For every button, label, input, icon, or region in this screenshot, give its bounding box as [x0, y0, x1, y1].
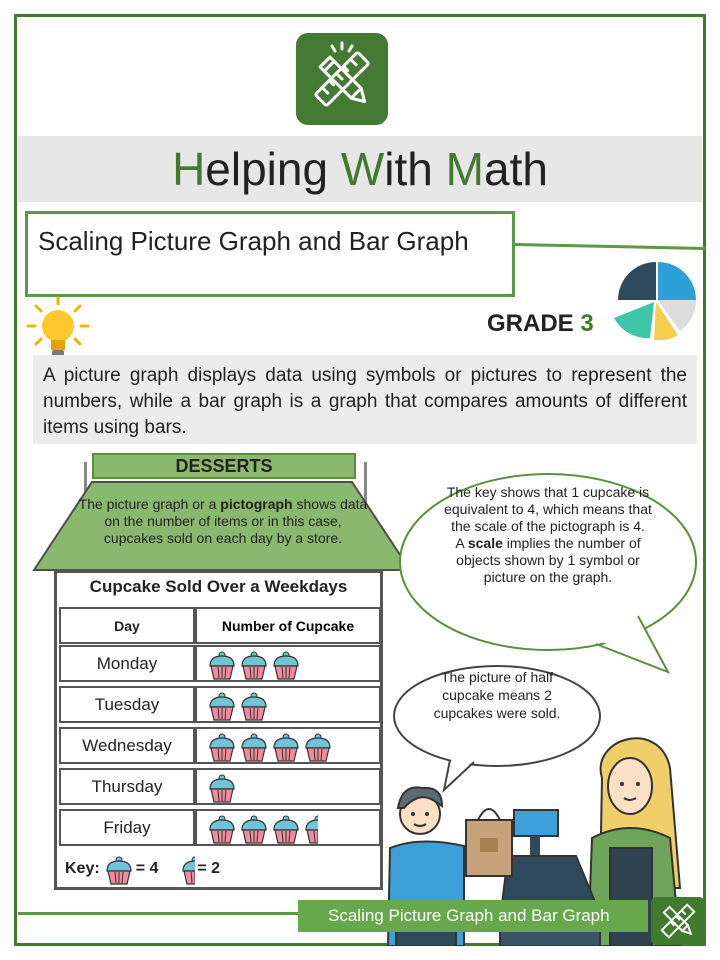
scale-text: A [455, 535, 468, 551]
description-text: shows data on the number of items or in this case, cupcakes sold on each day by a store. [103, 496, 368, 546]
footer-line [18, 912, 303, 915]
day-cell: Friday [59, 809, 195, 846]
cupcake-count-cell [195, 686, 381, 723]
worksheet-subtitle: Scaling Picture Graph and Bar Graph [25, 211, 515, 297]
cupcake-icon [207, 648, 237, 680]
grade-text: GRADE [487, 310, 574, 337]
brand-title-part: ath [483, 143, 548, 195]
cupcake-count-cell [195, 727, 381, 764]
day-cell: Tuesday [59, 686, 195, 723]
scale-explanation-line [440, 535, 656, 586]
day-cell: Wednesday [59, 727, 195, 764]
cupcake-count-cell [195, 768, 381, 805]
cupcake-icon [207, 689, 237, 721]
cupcake-icon [104, 853, 134, 885]
half-cupcake-note: The picture of half cupcake means 2 cupcakes were sold. [433, 669, 561, 721]
day-cell: Monday [59, 645, 195, 682]
table-row [59, 727, 381, 764]
scale-text: implies the number of objects shown by 1 symbol or picture on the graph. [456, 535, 641, 585]
cupcake-icon [207, 812, 237, 844]
brand-title-part: M [445, 143, 484, 195]
cupcake-count-cell [195, 809, 381, 846]
description-bold: pictograph [220, 496, 293, 512]
pencil-ruler-icon [296, 33, 388, 125]
grade-label [487, 310, 594, 338]
half-cupcake-icon [303, 812, 318, 844]
cupcake-icon [271, 648, 301, 680]
day-cell: Thursday [59, 768, 195, 805]
brand-title-part: ith [384, 143, 446, 195]
site-logo[interactable] [296, 33, 388, 125]
key-label: Key: [65, 860, 100, 877]
cupcake-icon [303, 730, 333, 762]
cupcake-icon [271, 730, 301, 762]
table-row [59, 809, 381, 846]
key-half-value: = 2 [197, 860, 221, 877]
column-header-count: Number of Cupcake [195, 607, 381, 644]
brand-title-part: W [340, 143, 385, 195]
cupcake-icon [239, 648, 269, 680]
brand-title-part: H [172, 143, 206, 195]
cupcake-count-cell [195, 645, 381, 682]
key-full-value: = 4 [135, 860, 159, 877]
scale-explanation-line: The key shows that 1 cupcake is equivalent to 4, which means that the scale of the pictograph is 4. [444, 484, 652, 534]
table-title: Cupcake Sold Over a Weekdays [89, 577, 348, 596]
bag-illustration [466, 809, 512, 876]
intro-paragraph: A picture graph displays data using symbols or pictures to represent the numbers, while a bar graph is a graph that compares amounts of different items using bars. [33, 355, 697, 444]
cupcake-icon [239, 730, 269, 762]
desserts-heading: DESSERTS [92, 453, 356, 479]
brand-title [18, 144, 702, 194]
half-cupcake-icon [180, 853, 195, 885]
scale-explanation [440, 484, 656, 586]
table-row [59, 768, 381, 805]
lightbulb-icon [24, 296, 92, 360]
table-row [59, 645, 381, 682]
cupcake-icon [271, 812, 301, 844]
cupcake-icon [239, 812, 269, 844]
footer-label: Scaling Picture Graph and Bar Graph [298, 900, 648, 932]
table-row [59, 686, 381, 723]
scale-bold: scale [467, 535, 503, 551]
table-header-row [59, 607, 381, 644]
cupcake-icon [207, 730, 237, 762]
column-header-day: Day [59, 607, 195, 644]
grade-number: 3 [580, 310, 594, 337]
pictograph-table [54, 570, 383, 890]
brand-title-part: elping [205, 143, 341, 195]
pictograph-description [78, 496, 368, 547]
pictograph-key [59, 851, 381, 887]
cupcake-icon [207, 771, 237, 803]
footer-logo[interactable] [651, 897, 705, 945]
pie-chart-icon [610, 260, 700, 340]
cupcake-icon [239, 689, 269, 721]
title-band [18, 136, 702, 202]
description-text: The picture graph or a [78, 496, 221, 512]
pencil-ruler-icon [651, 897, 705, 945]
